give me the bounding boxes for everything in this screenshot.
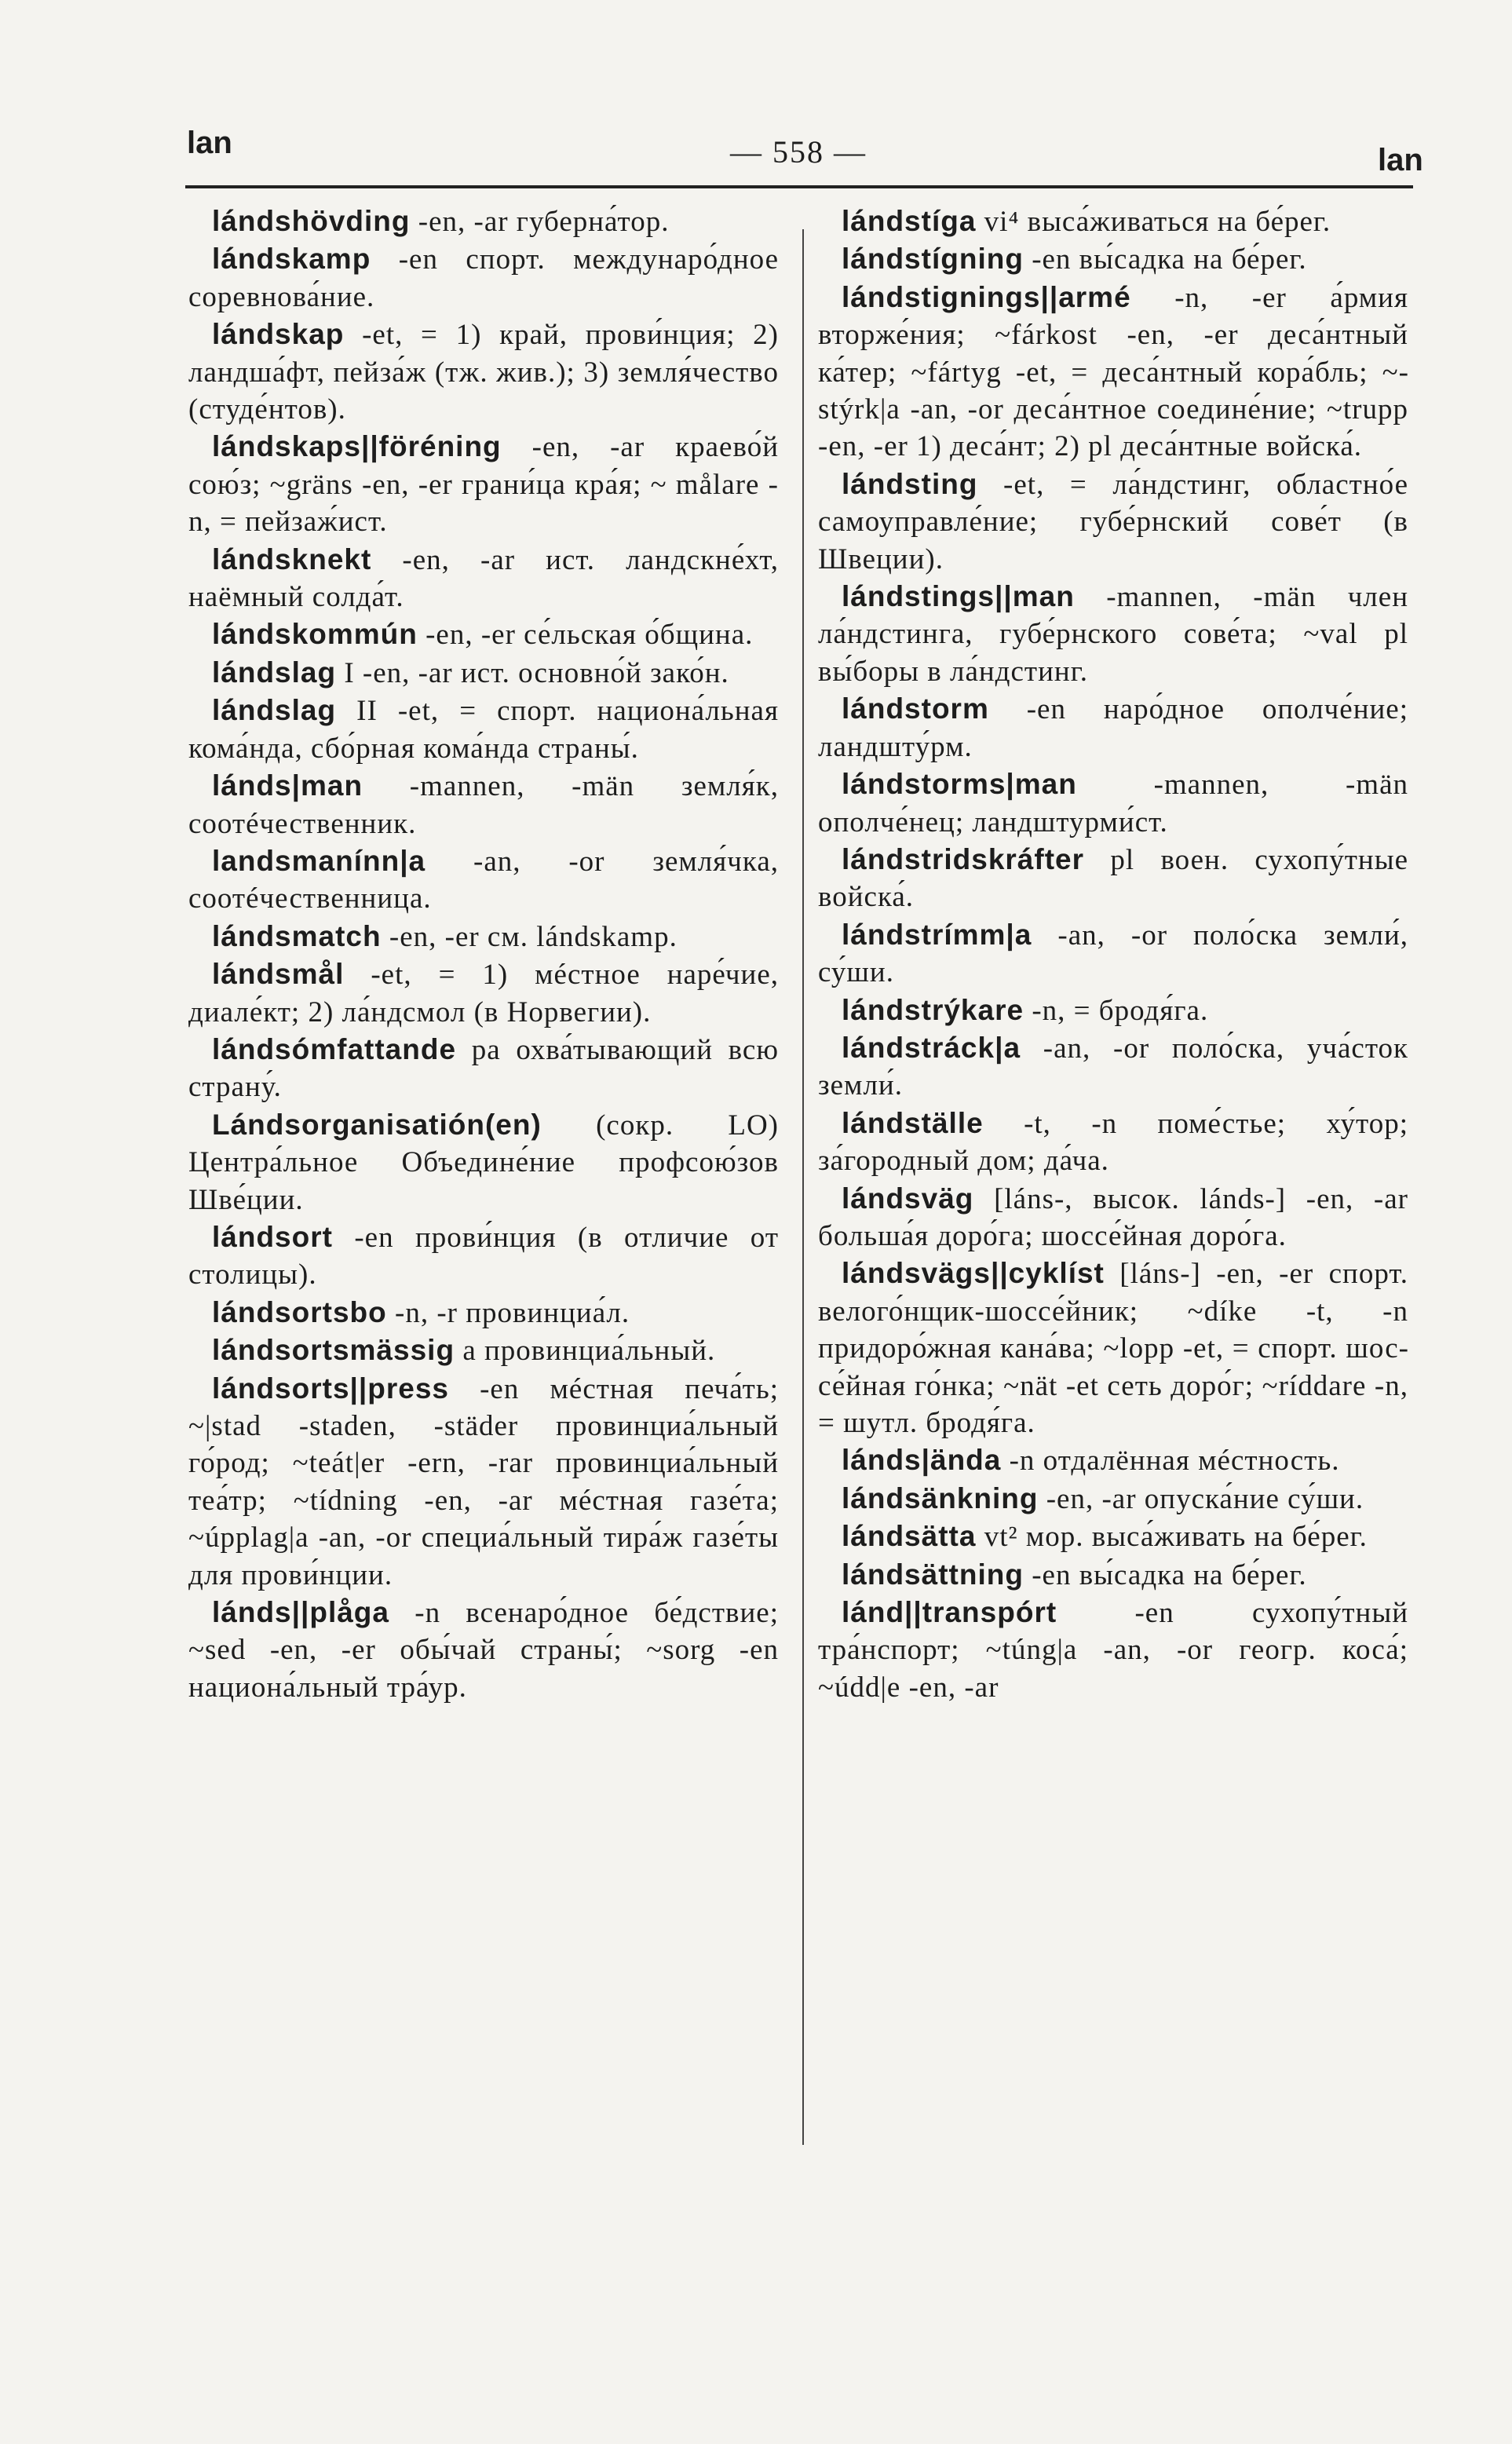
- entry-definition: -et, = ла́ндстинг, областно́е самоуправле́ние; губе́рнский сове́т (в Швеции).: [818, 468, 1408, 575]
- entry-definition: -en, -ar опуска́ние су́ши.: [1038, 1482, 1364, 1515]
- entry-headword: lándsort: [212, 1220, 333, 1253]
- entry-headword: lándsmål: [212, 958, 345, 991]
- dictionary-entry: [188, 1218, 779, 1294]
- dictionary-entry: [188, 240, 779, 316]
- entry-definition: -an, -or земля́чка, соотéчественница.: [188, 845, 779, 915]
- entry-headword: lándstignings||armé: [842, 280, 1131, 313]
- dictionary-entry: [818, 765, 1408, 841]
- dictionary-entry: [818, 992, 1408, 1029]
- dictionary-entry: [818, 203, 1408, 240]
- header-rule: [185, 185, 1413, 188]
- dictionary-entry: [188, 1031, 779, 1106]
- entry-headword: lándstings||man: [842, 580, 1075, 613]
- dictionary-entry: [818, 1105, 1408, 1180]
- entry-headword: lándsättning: [842, 1558, 1024, 1591]
- entry-definition: -en мéстная печа́ть; ~|stad -staden, -städer провинциа́льный го́род; ~teát|er -ern, -rar провинциа́льный теа́тр; ~tídning -en, -ar мéстная газе́та; ~úpplag|a -an, -or специа́льный тира́ж газе́ты для прови́нции.: [188, 1372, 779, 1591]
- entry-definition: pl воен. сухопу́тные войска́.: [818, 843, 1408, 914]
- entry-definition: -en, -ar ист. ландскне́хт, наёмный солда́т.: [188, 543, 779, 614]
- entry-headword: lánds|ända: [842, 1444, 1002, 1477]
- dictionary-entry: [818, 1480, 1408, 1518]
- entry-definition: -en спорт. междунаро́дное соревнова́ние.: [188, 243, 779, 313]
- dictionary-entry: [818, 1180, 1408, 1255]
- dictionary-entry: [188, 955, 779, 1031]
- dictionary-entry: [818, 279, 1408, 466]
- entry-definition: -et, = 1) край, прови́нция; 2) ландша́фт, пейза́ж (тж. жив.); 3) земля́чество (студе́нтов).: [188, 319, 779, 426]
- entry-definition: -n всенаро́дное бе́дствие; ~sed -en, -er обы́чай страны́; ~sorg -en национа́льный тра́ур.: [188, 1597, 779, 1704]
- page-number: — 558 —: [730, 134, 867, 170]
- entry-definition: -n, -r провинциа́л.: [386, 1296, 630, 1329]
- entry-definition: -n, -er а́рмия вторже́ния; ~fárkost -en, -er деса́нтный ка́тер; ~fártyg -et, = деса́нтный кора́бль; ~stýrk|a -an, -or деса́нтное соедине́ние; ~trupp -en, -er 1) деса́нт; 2) pl деса́нтные войска́.: [818, 281, 1408, 463]
- entry-headword: lándstráck|a: [842, 1031, 1021, 1064]
- entry-headword: lándskaps||föréning: [212, 430, 502, 463]
- entry-headword: lánd||transpórt: [842, 1596, 1057, 1629]
- entry-headword: lándsknekt: [212, 543, 372, 575]
- entry-definition: a провинциа́льный.: [455, 1335, 716, 1368]
- entry-definition: vt² мор. выса́живать на бе́рег.: [976, 1521, 1368, 1554]
- running-head-left: lan: [187, 126, 232, 160]
- dictionary-entry: [188, 918, 779, 955]
- entry-definition: -n отдалённая мéстность.: [1001, 1445, 1340, 1478]
- entry-definition: -en вы́садка на бе́рег.: [1023, 1558, 1307, 1591]
- entry-definition: I -en, -ar ист. основно́й зако́н.: [336, 656, 729, 689]
- entry-definition: -en, -ar краево́й сою́з; ~gräns -en, -er грани́ца кра́я; ~ målare -n, = пейзаж́ист.: [188, 431, 779, 539]
- entry-headword: lándsväg: [842, 1182, 974, 1215]
- entry-definition: II -et, = спорт. национа́льная кома́нда, сбо́рная кома́нда страны́.: [188, 695, 779, 765]
- dictionary-entry: [818, 690, 1408, 765]
- entry-headword: lándskamp: [212, 243, 371, 276]
- entry-definition: -an, -or поло́ска земли́, су́ши.: [818, 919, 1408, 989]
- entry-headword: lándsómfattande: [212, 1032, 457, 1065]
- dictionary-entry: [188, 767, 779, 842]
- dictionary-entry: [188, 1294, 779, 1332]
- dictionary-entry: [818, 1556, 1408, 1594]
- dictionary-entry: [188, 692, 779, 767]
- entry-definition: (сокр. LO) Центра́льное Объедине́ние профсою́зов Шве́ции.: [188, 1109, 779, 1216]
- entry-headword: lándstorms|man: [842, 768, 1077, 801]
- entry-definition: -en сухопу́тный тра́нспорт; ~túng|a -an, -or геогр. коса́; ~údd|e -en, -ar: [818, 1597, 1408, 1704]
- dictionary-entry: [818, 466, 1408, 578]
- dictionary-entry: [818, 841, 1408, 916]
- dictionary-entry: [188, 1594, 779, 1706]
- dictionary-entry: [818, 240, 1408, 278]
- entry-headword: lándsänkning: [842, 1481, 1039, 1514]
- entry-headword: lándsortsmässig: [212, 1334, 455, 1367]
- entry-headword: lándstridskráfter: [842, 842, 1084, 875]
- entry-definition: -en, -er см. lándskamp.: [381, 920, 677, 953]
- entry-headword: lándsting: [842, 467, 978, 500]
- entry-definition: -en, -er се́льская о́бщина.: [417, 619, 754, 652]
- dictionary-entry: [818, 578, 1408, 690]
- entry-definition: -en вы́садка на бе́рег.: [1023, 243, 1307, 276]
- entry-definition: -n, = бродя́га.: [1024, 994, 1209, 1027]
- entry-headword: lándslag: [212, 656, 337, 689]
- dictionary-entry: [188, 428, 779, 540]
- entry-headword: Lándsorganisatión(en): [212, 1108, 542, 1141]
- entry-headword: lándskommún: [212, 618, 418, 651]
- entry-headword: lándstrýkare: [842, 993, 1024, 1026]
- entry-headword: lánds||plåga: [212, 1596, 389, 1629]
- entry-headword: lándshövding: [212, 205, 411, 237]
- entry-headword: lánds|man: [212, 769, 363, 802]
- dictionary-entry: [818, 916, 1408, 992]
- dictionary-entry: [818, 1518, 1408, 1555]
- entry-headword: lándsmatch: [212, 919, 382, 952]
- dictionary-entry: [188, 654, 779, 692]
- entry-definition: -en прови́нция (в отличие от столицы).: [188, 1221, 779, 1291]
- entry-definition: pa охва́тывающий всю страну́.: [188, 1033, 779, 1104]
- dictionary-entry: [188, 1370, 779, 1594]
- dictionary-entry: [188, 842, 779, 918]
- entry-headword: lándsorts||press: [212, 1372, 449, 1405]
- entry-headword: lándskap: [212, 318, 345, 351]
- entry-headword: lándställe: [842, 1106, 984, 1139]
- entry-headword: lándsortsbo: [212, 1295, 387, 1328]
- entry-headword: lándslag: [212, 694, 337, 727]
- entry-definition: -en, -ar губерна́тор.: [410, 206, 670, 238]
- dictionary-entry: [818, 1594, 1408, 1706]
- dictionary-entry: [188, 203, 779, 240]
- entry-definition: -en наро́дное ополче́ние; ландшту́рм.: [818, 693, 1408, 763]
- dictionary-entry: [188, 316, 779, 428]
- dictionary-entry: [188, 1332, 779, 1369]
- running-head-right: lan: [1378, 143, 1423, 177]
- entry-headword: lándstígning: [842, 243, 1024, 276]
- entry-headword: lándstrímm|a: [842, 918, 1032, 951]
- dictionary-entry: [818, 1029, 1408, 1105]
- entry-definition: -t, -n поме́стье; ху́тор; за́городный дом; да́ча.: [818, 1107, 1408, 1178]
- dictionary-entry: [188, 1106, 779, 1218]
- dictionary-entry: [188, 541, 779, 616]
- entry-definition: [láns-] -en, -er спорт. велого́нщик-шоссе́йник; ~díke -t, -n придоро́жная кана́ва; ~lopp -et, = спорт. шоссе́йная го́нка; ~nät -et сеть доро́г; ~ríddare -n, = шутл. бродя́га.: [818, 1258, 1408, 1439]
- entry-definition: -et, = 1) мéстное наре́чие, диале́кт; 2) ла́ндсмол (в Норвегии).: [188, 959, 779, 1028]
- entry-headword: landsmanínn|a: [212, 844, 426, 877]
- entry-definition: -mannen, -män ополче́нец; ландштурми́ст.: [818, 769, 1408, 838]
- right-column: [818, 203, 1408, 1706]
- entry-headword: lándsvägs||cyklíst: [842, 1257, 1105, 1290]
- entry-definition: vi⁴ выса́живаться на бе́рег.: [976, 206, 1331, 238]
- entry-definition: -an, -or поло́ска, уча́сток земли́.: [818, 1032, 1408, 1102]
- dictionary-entry: [818, 1255, 1408, 1441]
- left-column: [188, 203, 779, 1706]
- dictionary-entry: [188, 616, 779, 653]
- entry-definition: [láns-, высок. lánds-] -en, -ar больша́я доро́га; шоссе́йная доро́га.: [818, 1182, 1408, 1252]
- entry-definition: -mannen, -män член ла́ндстинга, губе́рнского сове́та; ~val pl вы́боры в ла́ндстинг.: [818, 581, 1408, 688]
- entry-definition: -mannen, -män земля́к, соотéчественник.: [188, 770, 779, 840]
- entry-headword: lándsätta: [842, 1520, 977, 1553]
- column-divider: [802, 229, 804, 2145]
- entry-headword: lándstíga: [842, 205, 977, 237]
- dictionary-entry: [818, 1441, 1408, 1479]
- entry-headword: lándstorm: [842, 692, 989, 725]
